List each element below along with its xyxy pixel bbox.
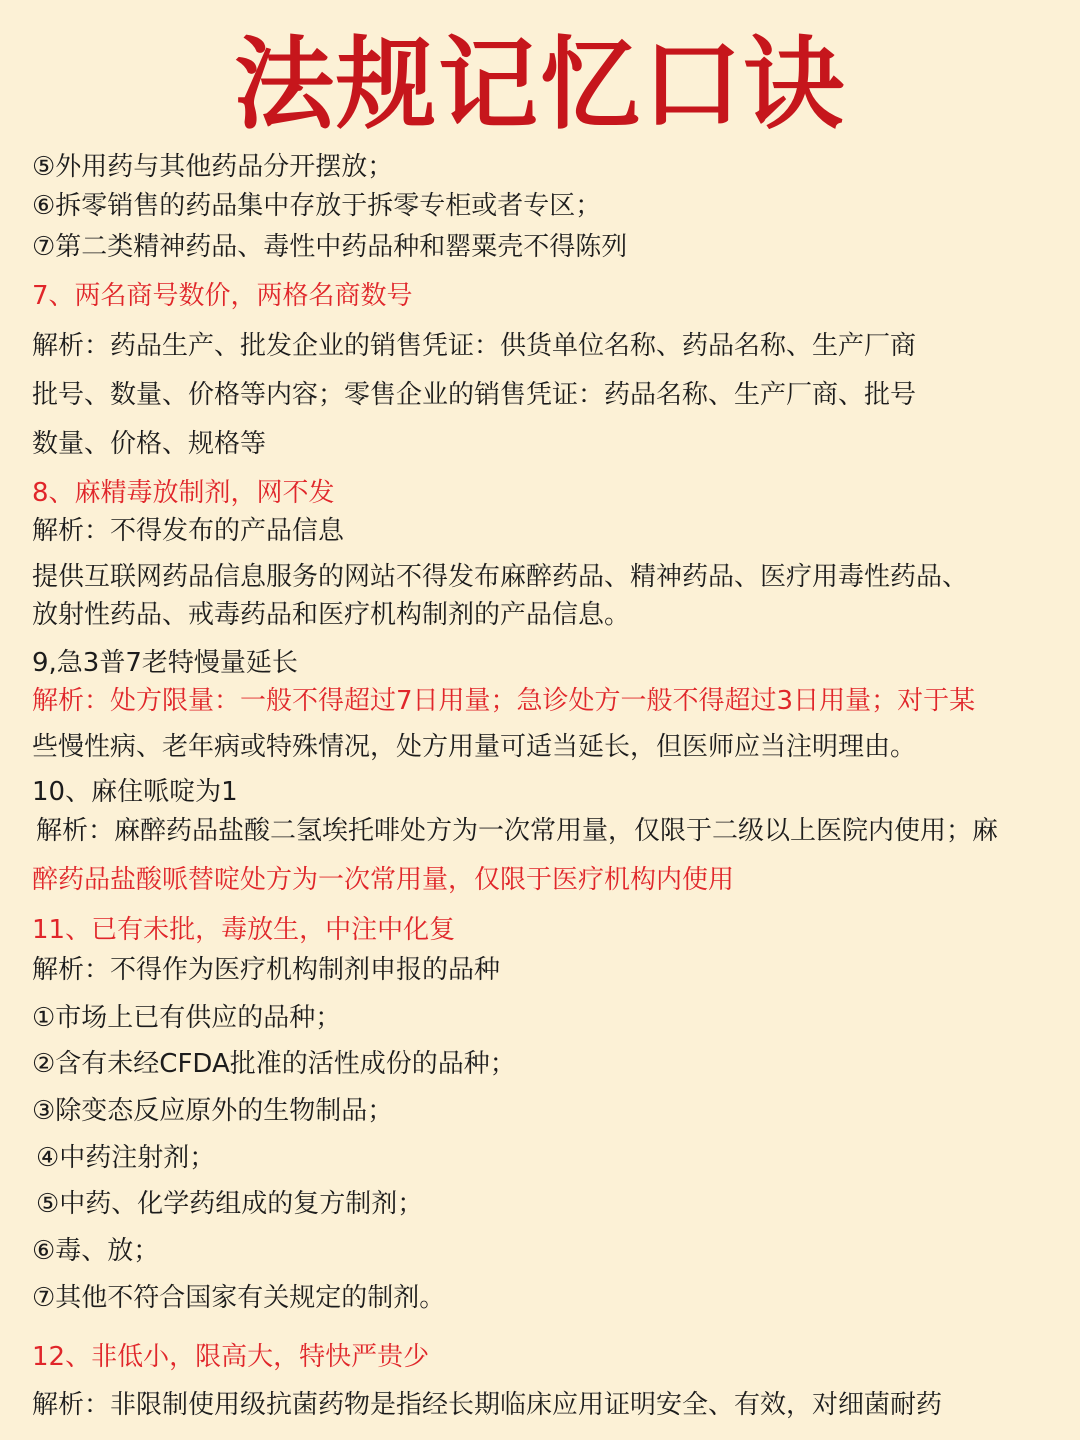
list-item: ②含有未经CFDA批准的活性成份的品种； (32, 1049, 516, 1079)
text-line: 批号、数量、价格等内容；零售企业的销售凭证：药品名称、生产厂商、批号 (32, 380, 917, 410)
text-line: 解析：麻醉药品盐酸二氢埃托啡处方为一次常用量，仅限于二级以上医院内使用；麻 (36, 816, 999, 846)
list-item: ①市场上已有供应的品种； (32, 1003, 342, 1033)
mnemonic-heading: 12、非低小，限高大，特快严贵少 (32, 1342, 430, 1372)
text-line: 解析：药品生产、批发企业的销售凭证：供货单位名称、药品名称、生产厂商 (32, 331, 917, 361)
text-line: 提供互联网药品信息服务的网站不得发布麻醉药品、精神药品、医疗用毒性药品、 (32, 562, 969, 592)
mnemonic-heading: 10、麻住哌啶为1 (32, 777, 238, 807)
text-line: 解析：不得发布的产品信息 (32, 516, 345, 546)
text-line: 些慢性病、老年病或特殊情况，处方用量可适当延长，但医师应当注明理由。 (32, 732, 917, 762)
text-line: 数量、价格、规格等 (32, 429, 267, 459)
text-line: 解析：非限制使用级抗菌药物是指经长期临床应用证明安全、有效，对细菌耐药 (32, 1390, 943, 1420)
mnemonic-heading: 9,急3普7老特慢量延长 (32, 648, 298, 678)
text-line: 解析：处方限量：一般不得超过7日用量；急诊处方一般不得超过3日用量；对于某 (32, 686, 976, 716)
text-line: 放射性药品、戒毒药品和医疗机构制剂的产品信息。 (32, 600, 631, 630)
list-item: ③除变态反应原外的生物制品； (32, 1096, 394, 1126)
text-line: ⑥拆零销售的药品集中存放于拆零专柜或者专区； (32, 191, 602, 221)
text-line: ⑦第二类精神药品、毒性中药品种和罂粟壳不得陈列 (32, 232, 628, 262)
page-title: 法规记忆口诀 (234, 26, 846, 143)
text-line: ⑤外用药与其他药品分开摆放； (32, 152, 394, 182)
list-item: ⑥毒、放； (32, 1236, 160, 1266)
mnemonic-heading: 11、已有未批，毒放生，中注中化复 (32, 915, 456, 945)
text-line: 醉药品盐酸哌替啶处方为一次常用量，仅限于医疗机构内使用 (32, 865, 735, 895)
text-line: 解析：不得作为医疗机构制剂申报的品种 (32, 955, 501, 985)
mnemonic-heading: 7、两名商号数价，两格名商数号 (32, 281, 413, 311)
list-item: ④中药注射剂； (36, 1143, 216, 1173)
list-item: ⑤中药、化学药组成的复方制剂； (36, 1189, 424, 1219)
list-item: ⑦其他不符合国家有关规定的制剂。 (32, 1283, 446, 1313)
mnemonic-heading: 8、麻精毒放制剂，网不发 (32, 478, 335, 508)
